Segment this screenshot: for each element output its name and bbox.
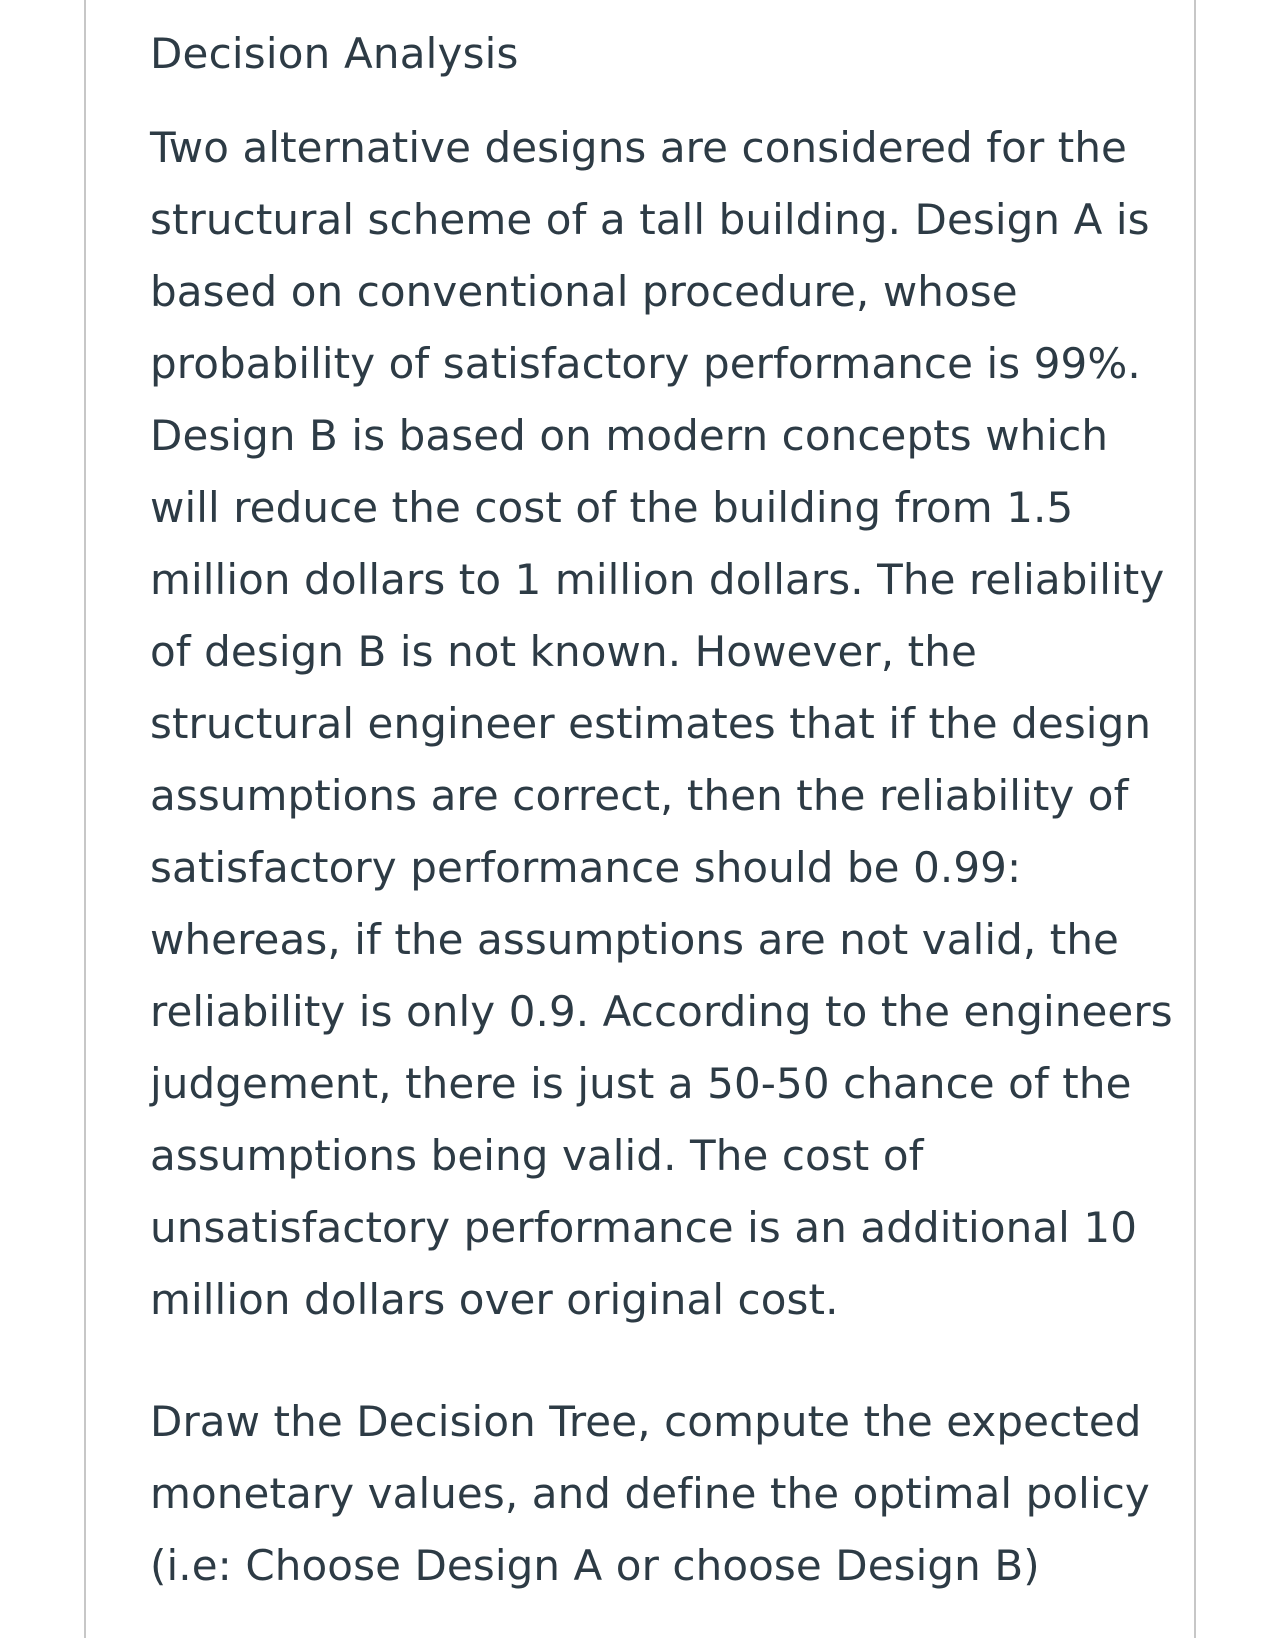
text-line: million dollars over original cost. — [150, 1275, 839, 1324]
text-line: assumptions being valid. The cost of — [150, 1131, 924, 1180]
text-line: judgement, there is just a 50-50 chance of the — [150, 1059, 1132, 1108]
document-content — [150, 18, 1173, 1652]
text-line: Two alternative designs are considered for the — [150, 123, 1127, 172]
page-title: Decision Analysis — [150, 29, 519, 78]
text-line: monetary values, and define the optimal policy — [150, 1469, 1150, 1518]
text-line: of design B is not known. However, the — [150, 627, 977, 676]
text-line: (i.e: Choose Design A or choose Design B) — [150, 1541, 1040, 1590]
text-line: reliability is only 0.9. According to the engineers — [150, 987, 1173, 1036]
text-line: will reduce the cost of the building from 1.5 — [150, 483, 1074, 532]
text-line: structural engineer estimates that if the design — [150, 699, 1152, 748]
text-line: based on conventional procedure, whose — [150, 267, 1018, 316]
text-line: unsatisfactory performance is an additional 10 — [150, 1203, 1138, 1252]
text-line: satisfactory performance should be 0.99: — [150, 843, 1022, 892]
text-line: million dollars to 1 million dollars. The reliability — [150, 555, 1165, 604]
document-frame — [84, 0, 1196, 1638]
text-line: structural scheme of a tall building. Design A is — [150, 195, 1150, 244]
task-paragraph — [150, 1386, 1150, 1602]
text-line: probability of satisfactory performance is 99%. — [150, 339, 1141, 388]
text-line: Design B is based on modern concepts which — [150, 411, 1109, 460]
text-line: Draw the Decision Tree, compute the expected — [150, 1397, 1142, 1446]
text-line: assumptions are correct, then the reliability of — [150, 771, 1129, 820]
text-line: whereas, if the assumptions are not valid, the — [150, 915, 1119, 964]
problem-paragraph — [150, 112, 1173, 1336]
